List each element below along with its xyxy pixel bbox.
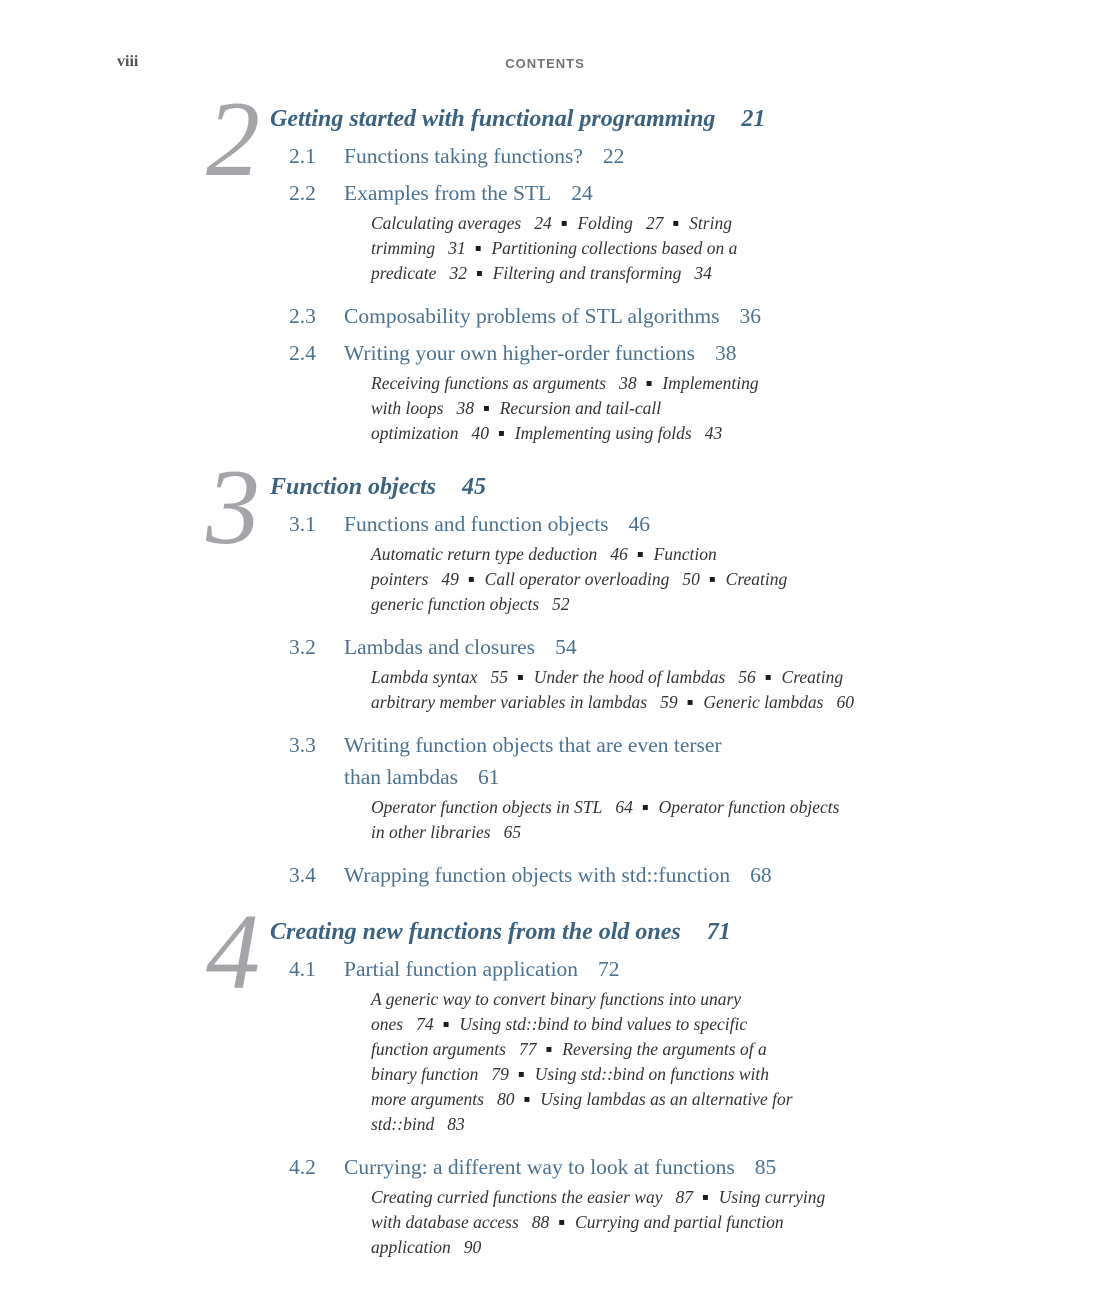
subsection-line (371, 820, 1107, 845)
subsection-page-number: 27 (645, 213, 664, 233)
section-page-number: 85 (754, 1155, 777, 1179)
section-head (289, 1151, 1107, 1183)
section-head (289, 859, 1107, 891)
subsection-page-number: 55 (490, 667, 508, 687)
section-title-line-wrap (344, 953, 620, 985)
subsection-list (371, 1185, 1107, 1260)
subsection-line (371, 421, 1107, 446)
section-head (289, 729, 1107, 793)
section-title-line: Examples from the STL (344, 181, 552, 205)
subsection-page-number: 49 (441, 569, 459, 589)
subsection-topic: Using std::bind on functions with (534, 1064, 770, 1084)
subsection-topic: function arguments (371, 1039, 506, 1059)
subsection-line (371, 211, 1107, 236)
section-page-number: 68 (750, 863, 772, 887)
section-number: 3.4 (289, 863, 316, 887)
subsection-topic: Recursion and tail-call (499, 398, 662, 418)
section-number: 4.1 (289, 957, 316, 981)
section-title (344, 337, 736, 369)
section-title (344, 729, 722, 793)
subsection-list (371, 542, 1107, 617)
section-entry (289, 140, 1107, 172)
subsection-topic: Automatic return type deduction (371, 544, 598, 564)
chapter (0, 80, 1107, 446)
square-bullet-icon: ▪ (636, 549, 644, 560)
chapter-title (270, 917, 1107, 948)
subsection-topic: Creating (725, 569, 788, 589)
chapter (0, 893, 1107, 1260)
section-number: 2.2 (289, 181, 316, 205)
section-page-number: 46 (628, 512, 651, 536)
section-entry (289, 177, 1107, 286)
subsection-page-number: 56 (738, 667, 756, 687)
subsection-topic: arbitrary member variables in lambdas (371, 692, 648, 712)
chapter-sections (0, 508, 1107, 891)
subsection-topic: trimming (371, 238, 436, 258)
subsection-line (371, 795, 1107, 820)
square-bullet-icon: ▪ (482, 403, 490, 414)
chapter-number: 3 (206, 448, 260, 567)
subsection-topic: Under the hood of lambdas (533, 667, 726, 687)
running-header: CONTENTS (505, 56, 585, 71)
chapter-title (270, 104, 1107, 135)
section-title-line: Lambdas and closures (344, 635, 536, 659)
subsection-line (371, 1185, 1107, 1210)
subsection-page-number: 52 (552, 594, 570, 614)
square-bullet-icon: ▪ (764, 672, 772, 683)
section-title-line: Partial function application (344, 957, 579, 981)
chapter-page-number: 71 (706, 919, 731, 945)
section-entry (289, 508, 1107, 617)
subsection-topic: generic function objects (371, 594, 540, 614)
section-title (344, 177, 593, 209)
section-entry (289, 953, 1107, 1137)
chapter-title (270, 472, 1107, 503)
subsection-line (371, 261, 1107, 286)
section-head (289, 177, 1107, 209)
square-bullet-icon: ▪ (545, 1044, 553, 1055)
subsection-line (371, 1062, 1107, 1087)
subsection-topic: Using std::bind to bind values to specific (459, 1014, 748, 1034)
subsection-topic: Implementing (662, 373, 759, 393)
subsection-topic: binary function (371, 1064, 479, 1084)
page-number-folio: viii (117, 53, 139, 70)
subsection-topic: optimization (371, 423, 459, 443)
subsection-topic: Lambda syntax (371, 667, 478, 687)
section-title-line-wrap (344, 140, 624, 172)
subsection-page-number: 59 (660, 692, 678, 712)
subsection-page-number: 64 (615, 797, 633, 817)
square-bullet-icon: ▪ (708, 574, 716, 585)
section-entry (289, 337, 1107, 446)
section-number: 2.1 (289, 144, 316, 168)
subsection-topic: Call operator overloading (484, 569, 670, 589)
subsection-line (371, 1235, 1107, 1260)
subsection-line (371, 542, 1107, 567)
chapter-number: 2 (206, 80, 260, 199)
square-bullet-icon: ▪ (517, 1069, 525, 1080)
section-entry (289, 631, 1107, 715)
section-number: 3.3 (289, 733, 316, 757)
chapter (0, 448, 1107, 891)
section-title-line: than lambdas (344, 765, 459, 789)
subsection-topic: A generic way to convert binary functions into unary (371, 989, 742, 1009)
square-bullet-icon: ▪ (560, 218, 568, 229)
section-number: 4.2 (289, 1155, 316, 1179)
section-title-line-wrap (344, 300, 761, 332)
subsection-line (371, 665, 1107, 690)
subsection-line (371, 690, 1107, 715)
section-entry (289, 859, 1107, 891)
subsection-line (371, 567, 1107, 592)
subsection-page-number: 79 (491, 1064, 509, 1084)
subsection-page-number: 80 (496, 1089, 515, 1109)
subsection-page-number: 65 (503, 822, 522, 842)
section-title (344, 859, 772, 891)
square-bullet-icon: ▪ (498, 428, 505, 439)
subsection-topic: std::bind (371, 1114, 435, 1134)
subsection-topic: Filtering and transforming (492, 263, 682, 283)
subsection-list (371, 987, 1107, 1137)
subsection-topic: more arguments (371, 1089, 484, 1109)
section-entry (289, 1151, 1107, 1260)
subsection-page-number: 60 (836, 692, 854, 712)
section-title-line-wrap (344, 337, 736, 369)
section-title-line: Functions and function objects (344, 512, 609, 536)
subsection-page-number: 43 (704, 423, 723, 443)
section-title-line-wrap (344, 1151, 776, 1183)
subsection-topic: Implementing using folds (514, 423, 692, 443)
section-title-line: Writing function objects that are even terser (344, 733, 722, 757)
section-page-number: 22 (602, 144, 625, 168)
section-head (289, 300, 1107, 332)
section-title-line-wrap (344, 761, 722, 793)
chapter-title-text: Creating new functions from the old ones (270, 919, 681, 945)
subsection-topic: Using lambdas as an alternative for (540, 1089, 793, 1109)
subsection-list (371, 371, 1107, 446)
section-number: 3.1 (289, 512, 316, 536)
section-title (344, 508, 650, 540)
subsection-topic: Operator function objects in STL (371, 797, 603, 817)
subsection-line (371, 1037, 1107, 1062)
subsection-page-number: 50 (682, 569, 700, 589)
section-page-number: 36 (739, 304, 761, 328)
section-title (344, 300, 761, 332)
subsection-line (371, 371, 1107, 396)
subsection-topic: Reversing the arguments of a (562, 1039, 767, 1059)
section-title-line-wrap (344, 508, 650, 540)
square-bullet-icon: ▪ (516, 672, 524, 683)
section-page-number: 54 (555, 635, 577, 659)
section-title-line: Writing your own higher-order functions (344, 341, 695, 365)
subsection-line (371, 592, 1107, 617)
subsection-page-number: 38 (619, 373, 637, 393)
subsection-page-number: 83 (447, 1114, 465, 1134)
section-title-line-wrap (344, 859, 772, 891)
subsection-line (371, 1210, 1107, 1235)
square-bullet-icon: ▪ (474, 243, 482, 254)
section-entry (289, 300, 1107, 332)
section-title-line: Composability problems of STL algorithms (344, 304, 720, 328)
subsection-topic: String (689, 213, 732, 233)
section-title (344, 140, 624, 172)
section-title-line: Wrapping function objects with std::function (344, 863, 731, 887)
subsection-page-number: 90 (463, 1237, 482, 1257)
subsection-topic: Partitioning collections based on a (491, 238, 738, 258)
subsection-topic: Currying and partial function (575, 1212, 784, 1232)
section-head (289, 508, 1107, 540)
subsection-page-number: 31 (448, 238, 466, 258)
section-head (289, 337, 1107, 369)
section-title-line-wrap (344, 631, 577, 663)
subsection-topic: application (371, 1237, 451, 1257)
section-title-line-wrap (344, 729, 722, 761)
subsection-topic: with database access (371, 1212, 519, 1232)
subsection-page-number: 88 (531, 1212, 550, 1232)
subsection-topic: Creating (781, 667, 844, 687)
subsection-line (371, 987, 1107, 1012)
section-entry (289, 729, 1107, 845)
section-head (289, 631, 1107, 663)
square-bullet-icon: ▪ (442, 1019, 450, 1030)
subsection-page-number: 40 (471, 423, 490, 443)
subsection-page-number: 38 (456, 398, 474, 418)
section-number: 3.2 (289, 635, 316, 659)
chapter-title-text: Getting started with functional programming (270, 106, 716, 132)
subsection-topic: Receiving functions as arguments (371, 373, 607, 393)
square-bullet-icon: ▪ (467, 574, 475, 585)
square-bullet-icon: ▪ (672, 218, 680, 229)
subsection-topic: ones (371, 1014, 404, 1034)
chapter-number: 4 (206, 893, 260, 1012)
section-title-line: Functions taking functions? (344, 144, 583, 168)
subsection-topic: in other libraries (371, 822, 491, 842)
subsection-page-number: 87 (675, 1187, 693, 1207)
square-bullet-icon: ▪ (475, 268, 483, 279)
chapter-page-number: 45 (462, 474, 487, 500)
square-bullet-icon: ▪ (641, 802, 649, 813)
section-page-number: 38 (714, 341, 737, 365)
subsection-topic: Creating curried functions the easier way (371, 1187, 663, 1207)
section-page-number: 61 (478, 765, 500, 789)
subsection-line (371, 1087, 1107, 1112)
section-title (344, 631, 577, 663)
subsection-page-number: 32 (449, 263, 467, 283)
chapter-sections (0, 953, 1107, 1260)
square-bullet-icon: ▪ (645, 378, 653, 389)
subsection-line (371, 1012, 1107, 1037)
subsection-topic: Folding (577, 213, 633, 233)
section-page-number: 24 (571, 181, 593, 205)
subsection-list (371, 665, 1107, 715)
subsection-line (371, 396, 1107, 421)
section-title (344, 953, 620, 985)
chapter-page-number: 21 (741, 106, 766, 132)
square-bullet-icon: ▪ (701, 1192, 709, 1203)
section-title-line: Currying: a different way to look at functions (344, 1155, 735, 1179)
section-head (289, 140, 1107, 172)
section-page-number: 72 (598, 957, 620, 981)
chapter-title-text: Function objects (270, 474, 437, 500)
section-number: 2.4 (289, 341, 316, 365)
subsection-page-number: 34 (694, 263, 712, 283)
subsection-topic: Calculating averages (371, 213, 522, 233)
subsection-list (371, 795, 1107, 845)
subsection-page-number: 77 (518, 1039, 537, 1059)
subsection-line (371, 236, 1107, 261)
subsection-topic: predicate (371, 263, 437, 283)
square-bullet-icon: ▪ (686, 697, 694, 708)
section-number: 2.3 (289, 304, 316, 328)
section-title (344, 1151, 776, 1183)
section-head (289, 953, 1107, 985)
section-title-line-wrap (344, 177, 593, 209)
subsection-topic: Generic lambdas (703, 692, 824, 712)
subsection-topic: Function (653, 544, 717, 564)
chapter-sections (0, 140, 1107, 446)
subsection-list (371, 211, 1107, 286)
square-bullet-icon: ▪ (523, 1094, 531, 1105)
square-bullet-icon: ▪ (558, 1217, 566, 1228)
subsection-page-number: 24 (534, 213, 552, 233)
subsection-page-number: 46 (610, 544, 628, 564)
subsection-topic: Using currying (718, 1187, 826, 1207)
subsection-page-number: 74 (416, 1014, 434, 1034)
subsection-line (371, 1112, 1107, 1137)
subsection-topic: Operator function objects (658, 797, 840, 817)
subsection-topic: with loops (371, 398, 444, 418)
subsection-topic: pointers (371, 569, 429, 589)
